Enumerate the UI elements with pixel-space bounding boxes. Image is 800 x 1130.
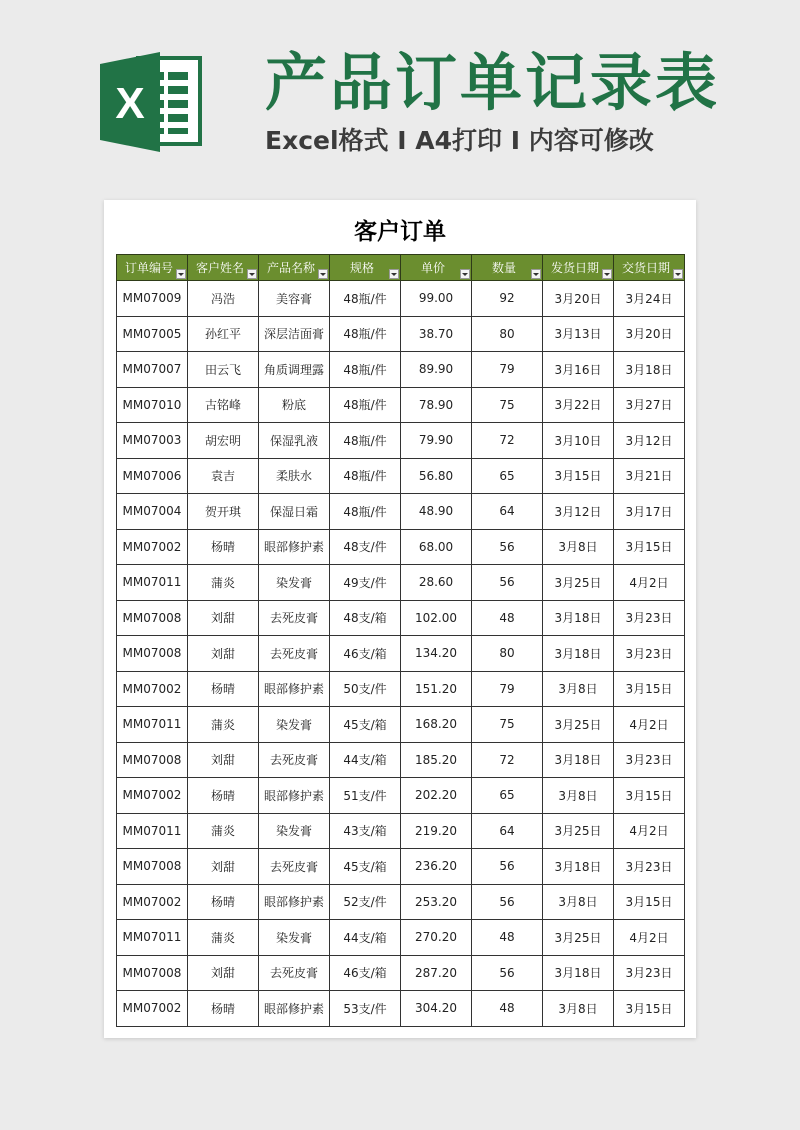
- table-cell[interactable]: 56: [472, 849, 543, 885]
- table-cell[interactable]: 3月23日: [614, 742, 685, 778]
- table-cell[interactable]: 72: [472, 423, 543, 459]
- table-cell[interactable]: 48支/件: [330, 529, 401, 565]
- table-cell[interactable]: 3月18日: [543, 742, 614, 778]
- column-header[interactable]: [330, 255, 401, 281]
- table-cell[interactable]: 134.20: [401, 636, 472, 672]
- table-cell[interactable]: 3月27日: [614, 387, 685, 423]
- table-cell[interactable]: 眼部修护素: [259, 778, 330, 814]
- table-row: [117, 813, 685, 849]
- table-cell[interactable]: 深层洁面膏: [259, 316, 330, 352]
- table-cell[interactable]: 刘甜: [188, 955, 259, 991]
- table-cell[interactable]: 3月8日: [543, 778, 614, 814]
- table-cell[interactable]: 50支/件: [330, 671, 401, 707]
- table-cell[interactable]: 3月15日: [614, 671, 685, 707]
- table-cell[interactable]: 53支/件: [330, 991, 401, 1027]
- table-cell[interactable]: 3月12日: [543, 494, 614, 530]
- table-cell[interactable]: MM07008: [117, 742, 188, 778]
- filter-dropdown-icon[interactable]: [389, 269, 399, 279]
- table-cell[interactable]: 杨晴: [188, 778, 259, 814]
- table-cell[interactable]: 刘甜: [188, 849, 259, 885]
- table-cell[interactable]: MM07003: [117, 423, 188, 459]
- table-cell[interactable]: 4月2日: [614, 920, 685, 956]
- table-cell[interactable]: 3月25日: [543, 813, 614, 849]
- table-cell[interactable]: 79: [472, 671, 543, 707]
- table-cell[interactable]: 168.20: [401, 707, 472, 743]
- table-cell[interactable]: MM07009: [117, 281, 188, 317]
- table-cell[interactable]: 蒲炎: [188, 813, 259, 849]
- table-row: [117, 849, 685, 885]
- table-cell[interactable]: 48瓶/件: [330, 423, 401, 459]
- table-cell[interactable]: 杨晴: [188, 991, 259, 1027]
- table-cell[interactable]: 蒲炎: [188, 920, 259, 956]
- table-cell[interactable]: 3月20日: [614, 316, 685, 352]
- table-cell[interactable]: MM07002: [117, 991, 188, 1027]
- table-row: [117, 458, 685, 494]
- table-cell[interactable]: 粉底: [259, 387, 330, 423]
- table-row: [117, 991, 685, 1027]
- table-cell[interactable]: 保湿日霜: [259, 494, 330, 530]
- table-cell[interactable]: 3月18日: [543, 600, 614, 636]
- table-cell[interactable]: 杨晴: [188, 671, 259, 707]
- column-header[interactable]: [188, 255, 259, 281]
- table-cell[interactable]: 3月8日: [543, 884, 614, 920]
- table-row: [117, 920, 685, 956]
- table-cell[interactable]: 美容膏: [259, 281, 330, 317]
- table-cell[interactable]: 孙红平: [188, 316, 259, 352]
- table-cell[interactable]: 64: [472, 494, 543, 530]
- table-cell[interactable]: 3月8日: [543, 529, 614, 565]
- table-cell[interactable]: 3月8日: [543, 991, 614, 1027]
- table-cell[interactable]: MM07011: [117, 920, 188, 956]
- table-row: [117, 316, 685, 352]
- table-cell[interactable]: 3月17日: [614, 494, 685, 530]
- column-header-label: 发货日期: [550, 261, 599, 275]
- table-cell[interactable]: 去死皮膏: [259, 600, 330, 636]
- table-row: [117, 423, 685, 459]
- table-cell[interactable]: 45支/箱: [330, 707, 401, 743]
- table-cell[interactable]: 3月8日: [543, 671, 614, 707]
- table-cell[interactable]: 48瓶/件: [330, 316, 401, 352]
- table-cell[interactable]: 51支/件: [330, 778, 401, 814]
- table-cell[interactable]: 染发膏: [259, 707, 330, 743]
- table-row: [117, 387, 685, 423]
- column-header-label: 规格: [349, 261, 374, 275]
- table-cell[interactable]: 64: [472, 813, 543, 849]
- table-cell[interactable]: 48瓶/件: [330, 494, 401, 530]
- column-header[interactable]: [543, 255, 614, 281]
- table-cell[interactable]: 46支/箱: [330, 955, 401, 991]
- filter-dropdown-icon[interactable]: [531, 269, 541, 279]
- table-cell[interactable]: 蒲炎: [188, 707, 259, 743]
- table-cell[interactable]: 3月25日: [543, 565, 614, 601]
- table-cell[interactable]: 角质调理露: [259, 352, 330, 388]
- table-cell[interactable]: 3月23日: [614, 600, 685, 636]
- table-cell[interactable]: 3月25日: [543, 707, 614, 743]
- column-header-label: 产品名称: [266, 261, 315, 275]
- table-cell[interactable]: 48瓶/件: [330, 281, 401, 317]
- column-header-label: 单价: [420, 261, 445, 275]
- table-cell[interactable]: 杨晴: [188, 884, 259, 920]
- table-cell[interactable]: 72: [472, 742, 543, 778]
- filter-dropdown-icon[interactable]: [247, 269, 257, 279]
- table-row: [117, 955, 685, 991]
- table-row: [117, 778, 685, 814]
- table-cell[interactable]: 236.20: [401, 849, 472, 885]
- table-cell[interactable]: MM07011: [117, 707, 188, 743]
- table-cell[interactable]: 48: [472, 600, 543, 636]
- table-cell[interactable]: 眼部修护素: [259, 884, 330, 920]
- table-row: [117, 636, 685, 672]
- column-header-label: 数量: [491, 261, 516, 275]
- table-cell[interactable]: 4月2日: [614, 707, 685, 743]
- table-cell[interactable]: 80: [472, 636, 543, 672]
- table-cell[interactable]: 48: [472, 920, 543, 956]
- column-header[interactable]: [614, 255, 685, 281]
- column-header-label: 订单编号: [124, 261, 173, 275]
- excel-logo-icon: [100, 52, 202, 152]
- table-cell[interactable]: 28.60: [401, 565, 472, 601]
- table-cell[interactable]: 染发膏: [259, 920, 330, 956]
- table-cell[interactable]: 刘甜: [188, 600, 259, 636]
- table-cell[interactable]: 45支/箱: [330, 849, 401, 885]
- table-cell[interactable]: MM07004: [117, 494, 188, 530]
- table-cell[interactable]: 去死皮膏: [259, 636, 330, 672]
- table-cell[interactable]: 56: [472, 565, 543, 601]
- table-cell[interactable]: 151.20: [401, 671, 472, 707]
- table-cell[interactable]: 柔肤水: [259, 458, 330, 494]
- table-body: [117, 281, 685, 1027]
- table-cell[interactable]: 3月24日: [614, 281, 685, 317]
- table-cell[interactable]: 3月18日: [543, 955, 614, 991]
- table-cell[interactable]: MM07010: [117, 387, 188, 423]
- table-cell[interactable]: 92: [472, 281, 543, 317]
- table-cell[interactable]: 44支/箱: [330, 742, 401, 778]
- filter-dropdown-icon[interactable]: [318, 269, 328, 279]
- table-cell[interactable]: 3月15日: [614, 778, 685, 814]
- table-row: [117, 742, 685, 778]
- table-cell[interactable]: 253.20: [401, 884, 472, 920]
- table-cell[interactable]: 56.80: [401, 458, 472, 494]
- table-cell[interactable]: 刘甜: [188, 742, 259, 778]
- table-cell[interactable]: 4月2日: [614, 565, 685, 601]
- table-cell[interactable]: MM07011: [117, 565, 188, 601]
- table-cell[interactable]: 65: [472, 778, 543, 814]
- table-cell[interactable]: 4月2日: [614, 813, 685, 849]
- table-cell[interactable]: 202.20: [401, 778, 472, 814]
- table-cell[interactable]: 270.20: [401, 920, 472, 956]
- table-cell[interactable]: 46支/箱: [330, 636, 401, 672]
- table-cell[interactable]: 3月15日: [614, 991, 685, 1027]
- table-cell[interactable]: 眼部修护素: [259, 671, 330, 707]
- table-cell[interactable]: 304.20: [401, 991, 472, 1027]
- table-cell[interactable]: 3月23日: [614, 955, 685, 991]
- table-header-row: [117, 255, 685, 281]
- column-header[interactable]: [401, 255, 472, 281]
- table-cell[interactable]: 49支/件: [330, 565, 401, 601]
- table-cell[interactable]: 56: [472, 529, 543, 565]
- table-row: [117, 529, 685, 565]
- table-cell[interactable]: 48瓶/件: [330, 458, 401, 494]
- table-cell[interactable]: 3月15日: [614, 529, 685, 565]
- table-cell[interactable]: 3月23日: [614, 636, 685, 672]
- page-header: [0, 0, 800, 200]
- table-cell[interactable]: 102.00: [401, 600, 472, 636]
- table-cell[interactable]: 48瓶/件: [330, 352, 401, 388]
- table-cell[interactable]: 78.90: [401, 387, 472, 423]
- table-row: [117, 352, 685, 388]
- sheet-title: 客户订单: [354, 219, 446, 245]
- table-cell[interactable]: 287.20: [401, 955, 472, 991]
- table-cell[interactable]: 去死皮膏: [259, 955, 330, 991]
- table-cell[interactable]: 3月10日: [543, 423, 614, 459]
- table-cell[interactable]: 3月15日: [543, 458, 614, 494]
- table-cell[interactable]: 56: [472, 955, 543, 991]
- table-cell[interactable]: 3月18日: [543, 636, 614, 672]
- table-row: [117, 494, 685, 530]
- table-cell[interactable]: 3月15日: [614, 884, 685, 920]
- table-cell[interactable]: MM07002: [117, 778, 188, 814]
- table-cell[interactable]: MM07011: [117, 813, 188, 849]
- table-cell[interactable]: 贺开琪: [188, 494, 259, 530]
- column-header[interactable]: [117, 255, 188, 281]
- table-cell[interactable]: 52支/件: [330, 884, 401, 920]
- table-cell[interactable]: 79: [472, 352, 543, 388]
- table-cell[interactable]: MM07008: [117, 636, 188, 672]
- table-cell[interactable]: MM07008: [117, 600, 188, 636]
- table-cell[interactable]: 田云飞: [188, 352, 259, 388]
- logo-letter: X: [115, 79, 145, 128]
- table-cell[interactable]: 48.90: [401, 494, 472, 530]
- column-header[interactable]: [472, 255, 543, 281]
- filter-dropdown-icon[interactable]: [176, 269, 186, 279]
- spreadsheet-paper: [104, 200, 696, 1038]
- table-cell[interactable]: MM07008: [117, 849, 188, 885]
- table-row: [117, 281, 685, 317]
- table-cell[interactable]: 99.00: [401, 281, 472, 317]
- table-cell[interactable]: 3月25日: [543, 920, 614, 956]
- table-cell[interactable]: 38.70: [401, 316, 472, 352]
- table-cell[interactable]: 去死皮膏: [259, 742, 330, 778]
- table-cell[interactable]: 79.90: [401, 423, 472, 459]
- table-cell[interactable]: 3月12日: [614, 423, 685, 459]
- table-cell[interactable]: 185.20: [401, 742, 472, 778]
- table-cell[interactable]: 75: [472, 707, 543, 743]
- table-cell[interactable]: 3月21日: [614, 458, 685, 494]
- table-cell[interactable]: 68.00: [401, 529, 472, 565]
- table-cell[interactable]: 古铭峰: [188, 387, 259, 423]
- table-cell[interactable]: MM07008: [117, 955, 188, 991]
- table-row: [117, 671, 685, 707]
- table-cell[interactable]: MM07006: [117, 458, 188, 494]
- table-cell[interactable]: 3月23日: [614, 849, 685, 885]
- table-cell[interactable]: 袁吉: [188, 458, 259, 494]
- table-cell[interactable]: 染发膏: [259, 565, 330, 601]
- table-cell[interactable]: MM07007: [117, 352, 188, 388]
- column-header[interactable]: [259, 255, 330, 281]
- table-cell[interactable]: 80: [472, 316, 543, 352]
- table-cell[interactable]: 刘甜: [188, 636, 259, 672]
- table-cell[interactable]: 眼部修护素: [259, 529, 330, 565]
- table-row: [117, 884, 685, 920]
- table-cell[interactable]: 48: [472, 991, 543, 1027]
- table-cell[interactable]: 胡宏明: [188, 423, 259, 459]
- filter-dropdown-icon[interactable]: [673, 269, 683, 279]
- table-cell[interactable]: 3月13日: [543, 316, 614, 352]
- table-cell[interactable]: 65: [472, 458, 543, 494]
- orders-table: [116, 254, 685, 1027]
- table-cell[interactable]: 48瓶/件: [330, 387, 401, 423]
- table-cell[interactable]: 219.20: [401, 813, 472, 849]
- table-cell[interactable]: 3月18日: [543, 849, 614, 885]
- table-cell[interactable]: 3月18日: [614, 352, 685, 388]
- table-row: [117, 707, 685, 743]
- table-cell[interactable]: 染发膏: [259, 813, 330, 849]
- table-cell[interactable]: 去死皮膏: [259, 849, 330, 885]
- column-header-label: 交货日期: [621, 261, 670, 275]
- table-cell[interactable]: 冯浩: [188, 281, 259, 317]
- table-cell[interactable]: 3月22日: [543, 387, 614, 423]
- table-cell[interactable]: MM07002: [117, 671, 188, 707]
- table-cell[interactable]: 3月20日: [543, 281, 614, 317]
- table-row: [117, 600, 685, 636]
- table-cell[interactable]: 43支/箱: [330, 813, 401, 849]
- page-subtitle: Excel格式 I A4打印 I 内容可修改: [265, 126, 654, 155]
- table-cell[interactable]: 保湿乳液: [259, 423, 330, 459]
- filter-dropdown-icon[interactable]: [460, 269, 470, 279]
- table-cell[interactable]: MM07005: [117, 316, 188, 352]
- table-cell[interactable]: 56: [472, 884, 543, 920]
- table-row: [117, 565, 685, 601]
- table-cell[interactable]: MM07002: [117, 529, 188, 565]
- column-header-label: 客户姓名: [195, 261, 244, 275]
- table-cell[interactable]: 蒲炎: [188, 565, 259, 601]
- filter-dropdown-icon[interactable]: [602, 269, 612, 279]
- table-cell[interactable]: 杨晴: [188, 529, 259, 565]
- table-cell[interactable]: 48支/箱: [330, 600, 401, 636]
- table-cell[interactable]: 44支/箱: [330, 920, 401, 956]
- table-cell[interactable]: 3月16日: [543, 352, 614, 388]
- table-cell[interactable]: MM07002: [117, 884, 188, 920]
- page-title: 产品订单记录表: [265, 46, 721, 119]
- table-cell[interactable]: 75: [472, 387, 543, 423]
- table-cell[interactable]: 眼部修护素: [259, 991, 330, 1027]
- table-cell[interactable]: 89.90: [401, 352, 472, 388]
